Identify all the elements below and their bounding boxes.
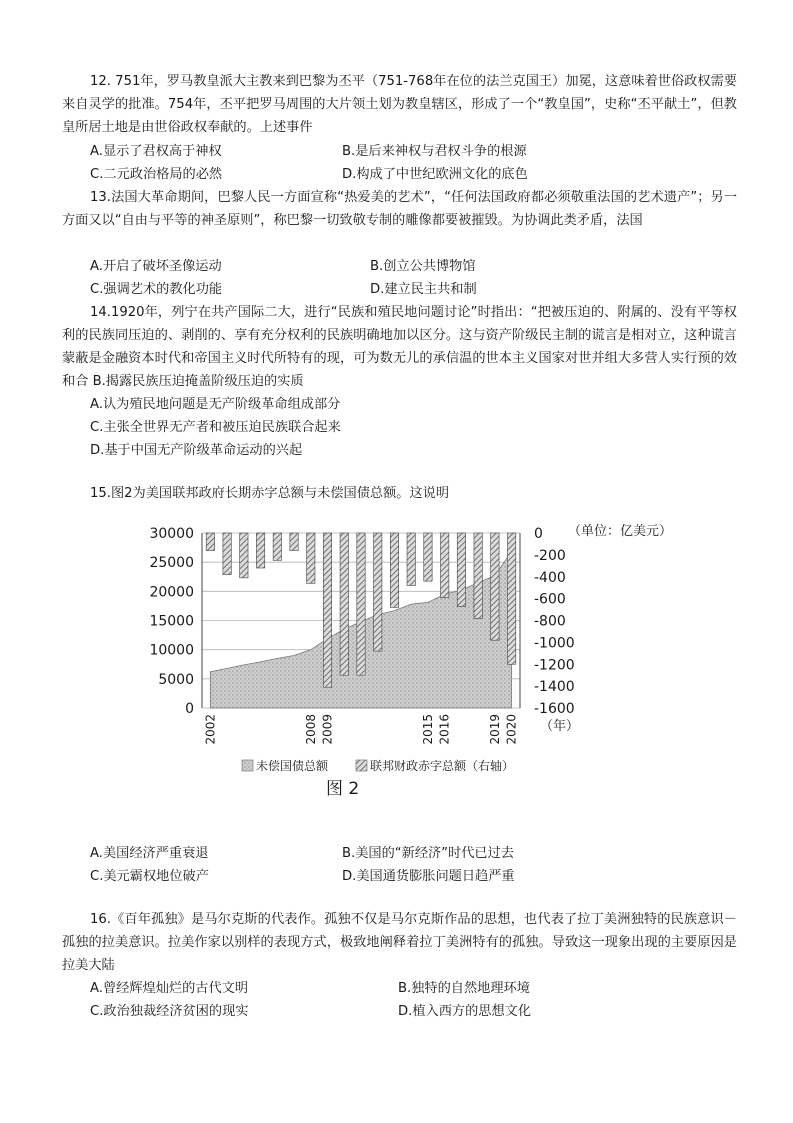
q15-option-d: D.美国通货膨胀问题日趋严重 [342,869,515,884]
x-tick-label: 2009 [320,714,335,745]
q13-stem: 13.法国大革命期间，巴黎人民一方面宣称“热爱美的艺术”，“任何法国政府都必须敬重法国的艺术遗产”；另一方面又以“自由与平等的神圣原则”，称巴黎一切致敬专制的雕像都要被摧毁。为协调此类矛盾，法国 [62,190,737,228]
left-axis-ticks [149,526,194,717]
left-tick-label: 10000 [149,642,194,659]
q13-option-a: A.开启了破坏圣像运动 [90,259,222,274]
q14-option-a: A.认为殖民地问题是无产阶级革命组成部分 [90,397,341,412]
q16-option-a: A.曾经辉煌灿烂的古代文明 [90,981,249,996]
x-tick-label: 2016 [437,714,452,745]
q12-option-b: B.是后来神权与君权斗争的根源 [342,144,527,159]
deficit-bar-2002 [206,533,214,551]
deficit-bar-2009 [323,533,331,687]
q12-option-d: D.构成了中世纪欧洲文化的底色 [342,167,528,182]
deficit-bar-2012 [374,533,382,651]
right-tick-label: -1400 [534,679,575,696]
unit-label: （单位：亿美元） [568,524,673,539]
x-axis-ticks [203,714,518,745]
x-tick-label: 2020 [504,714,519,745]
legend-swatch-debt [242,760,253,771]
left-tick-label: 0 [185,701,194,717]
q16-option-b: B.独特的自然地理环境 [398,981,530,996]
q14-stem: 14.1920年，列宁在共产国际二大，进行“民族和殖民地问题讨论”时指出：“把被压迫的、附属的、没有平等权利的民族同压迫的、剥削的、享有充分权利的民族明确地加以区分。这与资产阶级民主制的谎言是相对立，这种谎言蒙蔽是金融资本时代和帝国主义时代所特有的现，可为数无儿的承信温的世本主义国家对世并组大多营人实行预的效和合 B.揭露民族压迫掩盖阶级压迫的实质 [62,305,737,389]
figure-caption: 图 2 [326,779,360,799]
deficit-bar-2020 [507,533,515,664]
right-tick-label: -1200 [534,657,575,674]
right-tick-label: -600 [534,591,566,608]
q13-option-c: C.强调艺术的教化功能 [90,282,223,297]
q16-option-c: C.政治独裁经济贫困的现实 [90,1004,249,1019]
q13-option-b: B.创立公共博物馆 [370,259,476,274]
q15-option-b: B.美国的“新经济”时代已过去 [342,846,514,861]
deficit-debt-chart [149,518,680,808]
legend-swatch-deficit [356,760,367,771]
deficit-bar-2003 [223,533,231,575]
x-unit-label: （年） [540,719,580,734]
q12-option-a: A.显示了君权高于神权 [90,144,222,159]
q15-option-a: A.美国经济严重衰退 [90,846,209,861]
left-tick-label: 25000 [149,555,194,572]
right-tick-label: 0 [534,526,543,542]
x-tick-label: 2019 [487,714,502,745]
q13-option-d: D.建立民主共和制 [370,282,477,297]
right-tick-label: -1600 [534,701,575,717]
deficit-bar-2004 [240,533,248,578]
q14-option-c: C.主张全世界无产者和被压迫民族联合起来 [90,420,341,435]
legend-debt: 未偿国债总额 [256,759,329,773]
deficit-bar-2005 [256,533,264,568]
deficit-bar-2006 [273,533,281,560]
deficit-bar-2015 [424,533,432,581]
q15-stem: 15.图2为美国联邦政府长期赤字总额与未偿国债总额。这说明 [90,486,450,501]
right-tick-label: -200 [534,547,566,564]
left-tick-label: 30000 [149,526,194,542]
deficit-bar-2011 [357,533,365,675]
deficit-bar-2017 [457,533,465,606]
q14-option-d: D.基于中国无产阶级革命运动的兴起 [90,443,303,458]
q15-option-c: C.美元霸权地位破产 [90,869,209,884]
deficit-bar-2018 [474,533,482,618]
x-tick-label: 2015 [420,714,435,745]
deficit-bar-2019 [491,533,499,640]
x-tick-label: 2002 [203,714,218,745]
q16-stem: 16.《百年孤独》是马尔克斯的代表作。孤独不仅是马尔克斯作品的思想，也代表了拉丁美洲独特的民族意识－孤独的拉美意识。拉美作家以别样的表现方式，极致地阐释着拉丁美洲特有的孤独。导致这一现象出现的主要原因是拉美大陆 [62,912,737,973]
q12-option-c: C.二元政治格局的必然 [90,167,223,182]
right-tick-label: -1000 [534,635,575,652]
deficit-bar-2013 [390,533,398,607]
legend-deficit: 联邦财政赤字总额（右轴） [370,759,515,773]
right-tick-label: -800 [534,613,566,630]
deficit-bar-2014 [407,533,415,586]
left-tick-label: 20000 [149,584,194,601]
q12-stem: 12. 751年，罗马教皇派大主教来到巴黎为丕平（751-768年在位的法兰克国王）加冕，这意味着世俗政权需要来自灵学的批准。754年，丕平把罗马周围的大片领土划为教皇辖区，形成了一个“教皇国”，史称“丕平献土”，但教皇所居土地是由世俗政权奉献的。上述事件 [62,74,737,135]
x-tick-label: 2008 [303,714,318,745]
q16-option-d: D.植入西方的思想文化 [398,1004,532,1019]
deficit-bar-2007 [290,533,298,551]
deficit-bar-2010 [340,533,348,675]
deficit-bar-2016 [441,533,449,598]
left-tick-label: 5000 [158,671,194,688]
deficit-bar-2008 [307,533,315,583]
right-tick-label: -400 [534,569,566,586]
left-tick-label: 15000 [149,613,194,630]
right-axis-ticks [534,526,575,717]
